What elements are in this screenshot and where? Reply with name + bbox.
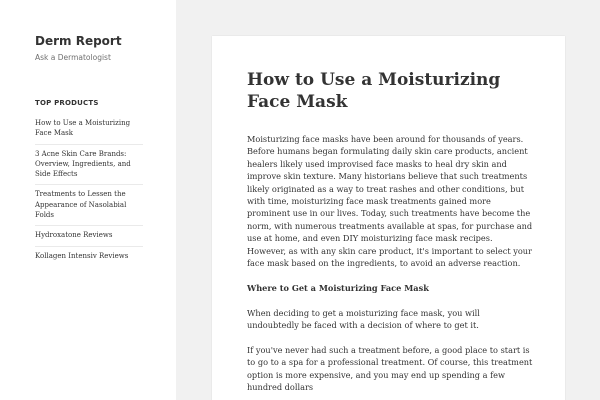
sidebar-item-moisturizing-face-mask[interactable]: How to Use a Moisturizing Face Mask (35, 119, 131, 138)
widget-title: TOP PRODUCTS (35, 99, 99, 107)
sidebar-item-hydroxatone-reviews[interactable]: Hydroxatone Reviews (35, 225, 143, 245)
article-paragraph: If you've never had such a treatment before, a good place to start is to go to a spa for a professional treatment. Of course, this treatment option is more expensive, and you may end up spending a few hundred dollars (247, 344, 533, 393)
site-description: Ask a Dermatologist (35, 53, 111, 62)
article-paragraph: When deciding to get a moisturizing face mask, you will undoubtedly be faced with a decision of where to get it. (247, 307, 480, 331)
sidebar-item-kollagen-intensiv-reviews[interactable]: Kollagen Intensiv Reviews (35, 246, 143, 266)
sidebar-item-nasolabial-folds[interactable]: Treatments to Lessen the Appearance of Nasolabial Folds (35, 184, 143, 225)
site-title-link[interactable]: Derm Report (35, 34, 122, 48)
sidebar (0, 0, 176, 400)
article-paragraph: Moisturizing face masks have been around for thousands of years. Before humans began formulating daily skin care products, ancient healers likely used improvised face masks to heal dry skin and improve skin texture. Many historians believe that such treatments likely originated as a way to treat rashes and other conditions, but with time, moisturizing face mask treatments gained more prominent use in our lives. Today, such treatments have become the norm, with numerous treatments available at spas, for purchase and use at home, and even DIY moisturizing face mask recipes. However, as with any skin care product, it's important to select your face mask based on the ingredients, to avoid an adverse reaction. (247, 134, 533, 269)
article-panel (212, 36, 565, 400)
sidebar-item-acne-skin-care-brands[interactable]: 3 Acne Skin Care Brands: Overview, Ingredients, and Side Effects (35, 144, 143, 185)
article-subheading: Where to Get a Moisturizing Face Mask (247, 282, 429, 293)
top-products-list (35, 114, 143, 266)
article-content (247, 133, 533, 400)
article-title: How to Use a Moisturizing Face Mask (247, 70, 501, 112)
